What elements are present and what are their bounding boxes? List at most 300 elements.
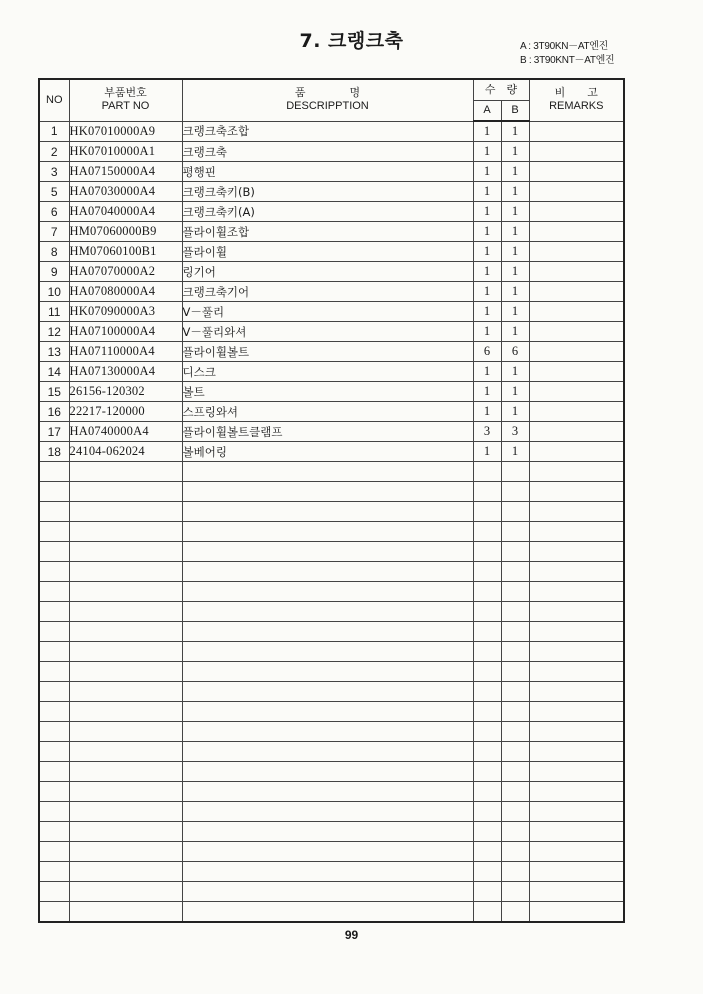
empty-cell — [501, 542, 529, 562]
row-part-no: HM07060000B9 — [69, 222, 182, 242]
empty-cell — [69, 682, 182, 702]
row-part-no: HA07030000A4 — [69, 182, 182, 202]
row-qty-b: 1 — [501, 362, 529, 382]
empty-cell — [529, 662, 624, 682]
row-description: 플라이휠볼트클램프 — [182, 422, 473, 442]
row-description: 디스크 — [182, 362, 473, 382]
row-remarks — [529, 362, 624, 382]
header-quantity: 수 량 — [473, 79, 529, 101]
empty-cell — [39, 502, 69, 522]
row-no: 18 — [39, 442, 69, 462]
row-qty-b: 1 — [501, 302, 529, 322]
empty-cell — [69, 542, 182, 562]
row-qty-a: 1 — [473, 302, 501, 322]
empty-cell — [182, 662, 473, 682]
row-qty-b: 1 — [501, 242, 529, 262]
empty-cell — [182, 642, 473, 662]
row-no: 10 — [39, 282, 69, 302]
row-qty-b: 1 — [501, 322, 529, 342]
table-row — [39, 142, 624, 162]
row-qty-a: 6 — [473, 342, 501, 362]
empty-cell — [182, 502, 473, 522]
empty-cell — [39, 582, 69, 602]
row-remarks — [529, 242, 624, 262]
empty-cell — [501, 782, 529, 802]
row-qty-b: 1 — [501, 162, 529, 182]
row-description: 볼트 — [182, 382, 473, 402]
empty-cell — [39, 622, 69, 642]
row-remarks — [529, 182, 624, 202]
empty-row — [39, 642, 624, 662]
table-row — [39, 121, 624, 142]
legend-a: A : 3T90KN－AT엔진 — [520, 41, 608, 52]
row-qty-a: 1 — [473, 322, 501, 342]
header-desc-en: DESCRIPPTION — [286, 100, 369, 113]
header-qty-b: B — [501, 101, 529, 122]
row-description: V－풀리와셔 — [182, 322, 473, 342]
empty-cell — [39, 662, 69, 682]
empty-cell — [501, 682, 529, 702]
row-remarks — [529, 142, 624, 162]
empty-cell — [69, 842, 182, 862]
row-description: 플라이휠조합 — [182, 222, 473, 242]
row-qty-b: 1 — [501, 282, 529, 302]
empty-cell — [182, 902, 473, 923]
empty-cell — [501, 502, 529, 522]
empty-cell — [473, 602, 501, 622]
header-remarks-ko: 비 고 — [554, 87, 598, 100]
empty-cell — [501, 642, 529, 662]
empty-cell — [39, 762, 69, 782]
empty-cell — [39, 642, 69, 662]
empty-cell — [182, 782, 473, 802]
empty-cell — [69, 882, 182, 902]
empty-cell — [501, 482, 529, 502]
empty-row — [39, 882, 624, 902]
empty-cell — [501, 622, 529, 642]
empty-cell — [501, 902, 529, 923]
empty-cell — [501, 842, 529, 862]
empty-cell — [69, 602, 182, 622]
row-part-no: HA0740000A4 — [69, 422, 182, 442]
row-no: 6 — [39, 202, 69, 222]
row-qty-a: 1 — [473, 182, 501, 202]
table-row — [39, 402, 624, 422]
row-no: 9 — [39, 262, 69, 282]
empty-cell — [529, 742, 624, 762]
empty-cell — [182, 882, 473, 902]
page-title: 7. 크랭크축 — [299, 30, 404, 52]
empty-cell — [501, 562, 529, 582]
empty-cell — [529, 602, 624, 622]
row-remarks — [529, 302, 624, 322]
empty-cell — [529, 882, 624, 902]
empty-row — [39, 502, 624, 522]
empty-cell — [501, 802, 529, 822]
empty-row — [39, 462, 624, 482]
table-row — [39, 342, 624, 362]
empty-cell — [473, 862, 501, 882]
empty-row — [39, 582, 624, 602]
empty-cell — [529, 522, 624, 542]
row-qty-a: 1 — [473, 442, 501, 462]
empty-row — [39, 542, 624, 562]
empty-cell — [69, 822, 182, 842]
empty-cell — [473, 522, 501, 542]
row-remarks — [529, 422, 624, 442]
row-qty-a: 1 — [473, 382, 501, 402]
row-no: 17 — [39, 422, 69, 442]
table-row — [39, 302, 624, 322]
empty-cell — [39, 722, 69, 742]
empty-row — [39, 782, 624, 802]
empty-row — [39, 622, 624, 642]
empty-cell — [182, 582, 473, 602]
table-row — [39, 202, 624, 222]
row-part-no: HA07150000A4 — [69, 162, 182, 182]
empty-cell — [529, 642, 624, 662]
empty-cell — [473, 562, 501, 582]
empty-cell — [182, 742, 473, 762]
row-qty-a: 1 — [473, 402, 501, 422]
empty-cell — [529, 582, 624, 602]
empty-cell — [473, 722, 501, 742]
parts-table-body — [39, 121, 624, 922]
empty-cell — [529, 502, 624, 522]
row-remarks — [529, 402, 624, 422]
empty-cell — [529, 482, 624, 502]
engine-legend — [520, 40, 614, 68]
empty-cell — [182, 602, 473, 622]
empty-cell — [529, 762, 624, 782]
row-qty-b: 1 — [501, 202, 529, 222]
empty-row — [39, 722, 624, 742]
empty-cell — [529, 622, 624, 642]
empty-row — [39, 842, 624, 862]
empty-cell — [39, 542, 69, 562]
table-row — [39, 282, 624, 302]
empty-cell — [69, 482, 182, 502]
row-no: 13 — [39, 342, 69, 362]
page-number: 99 — [344, 928, 359, 942]
empty-cell — [39, 462, 69, 482]
row-qty-a: 1 — [473, 202, 501, 222]
empty-cell — [69, 582, 182, 602]
row-qty-b: 1 — [501, 402, 529, 422]
row-qty-a: 1 — [473, 222, 501, 242]
empty-cell — [473, 682, 501, 702]
row-remarks — [529, 121, 624, 142]
empty-cell — [182, 522, 473, 542]
empty-cell — [69, 722, 182, 742]
row-remarks — [529, 202, 624, 222]
row-part-no: HK07010000A9 — [69, 121, 182, 142]
empty-cell — [473, 742, 501, 762]
empty-cell — [39, 522, 69, 542]
empty-cell — [529, 862, 624, 882]
empty-cell — [69, 462, 182, 482]
empty-row — [39, 862, 624, 882]
table-row — [39, 442, 624, 462]
row-remarks — [529, 442, 624, 462]
empty-cell — [182, 562, 473, 582]
empty-cell — [69, 562, 182, 582]
empty-row — [39, 662, 624, 682]
row-description: 링기어 — [182, 262, 473, 282]
empty-cell — [501, 762, 529, 782]
empty-cell — [69, 622, 182, 642]
empty-cell — [69, 762, 182, 782]
empty-cell — [39, 822, 69, 842]
empty-cell — [529, 702, 624, 722]
empty-cell — [39, 742, 69, 762]
empty-cell — [182, 462, 473, 482]
empty-cell — [501, 702, 529, 722]
row-remarks — [529, 322, 624, 342]
empty-row — [39, 742, 624, 762]
row-part-no: 22217-120000 — [69, 402, 182, 422]
row-remarks — [529, 262, 624, 282]
empty-cell — [69, 662, 182, 682]
empty-cell — [39, 782, 69, 802]
row-no: 2 — [39, 142, 69, 162]
row-qty-a: 1 — [473, 262, 501, 282]
row-qty-b: 1 — [501, 262, 529, 282]
empty-cell — [501, 522, 529, 542]
empty-cell — [69, 802, 182, 822]
header-description — [182, 79, 473, 121]
table-row — [39, 382, 624, 402]
row-qty-a: 3 — [473, 422, 501, 442]
row-part-no: HM07060100B1 — [69, 242, 182, 262]
header-desc-ko: 품 명 — [294, 87, 361, 100]
empty-cell — [473, 642, 501, 662]
empty-cell — [69, 522, 182, 542]
empty-cell — [39, 562, 69, 582]
empty-cell — [501, 862, 529, 882]
empty-cell — [473, 502, 501, 522]
empty-cell — [182, 722, 473, 742]
row-part-no: HA07080000A4 — [69, 282, 182, 302]
table-row — [39, 362, 624, 382]
empty-cell — [529, 782, 624, 802]
row-description: 플라이휠볼트 — [182, 342, 473, 362]
empty-cell — [39, 882, 69, 902]
row-part-no: HA07100000A4 — [69, 322, 182, 342]
row-qty-b: 1 — [501, 182, 529, 202]
row-description: 크랭크축 — [182, 142, 473, 162]
table-row — [39, 182, 624, 202]
empty-cell — [473, 662, 501, 682]
header-part-ko: 부품번호 — [104, 87, 147, 100]
row-part-no: HA07070000A2 — [69, 262, 182, 282]
row-description: V－풀리 — [182, 302, 473, 322]
empty-cell — [529, 462, 624, 482]
table-row — [39, 162, 624, 182]
row-qty-a: 1 — [473, 142, 501, 162]
row-part-no: HK07090000A3 — [69, 302, 182, 322]
header-remarks — [529, 79, 624, 121]
parts-table — [38, 78, 625, 923]
header-part-no — [69, 79, 182, 121]
empty-row — [39, 902, 624, 923]
empty-cell — [69, 502, 182, 522]
empty-cell — [39, 862, 69, 882]
empty-cell — [529, 842, 624, 862]
empty-cell — [69, 862, 182, 882]
empty-cell — [69, 702, 182, 722]
row-description: 플라이휠 — [182, 242, 473, 262]
row-part-no: HA07130000A4 — [69, 362, 182, 382]
row-description: 스프링와셔 — [182, 402, 473, 422]
row-description: 크랭크축키(A) — [182, 202, 473, 222]
empty-cell — [473, 762, 501, 782]
empty-cell — [529, 542, 624, 562]
empty-cell — [529, 802, 624, 822]
row-no: 3 — [39, 162, 69, 182]
empty-row — [39, 822, 624, 842]
empty-cell — [529, 902, 624, 923]
row-no: 7 — [39, 222, 69, 242]
row-no: 14 — [39, 362, 69, 382]
empty-cell — [182, 842, 473, 862]
row-qty-b: 1 — [501, 222, 529, 242]
row-remarks — [529, 382, 624, 402]
empty-cell — [182, 802, 473, 822]
row-remarks — [529, 282, 624, 302]
empty-cell — [501, 822, 529, 842]
empty-cell — [69, 642, 182, 662]
row-no: 8 — [39, 242, 69, 262]
empty-cell — [69, 742, 182, 762]
row-part-no: HK07010000A1 — [69, 142, 182, 162]
header-no: NO — [39, 79, 69, 121]
row-qty-b: 1 — [501, 142, 529, 162]
empty-row — [39, 602, 624, 622]
row-qty-a: 1 — [473, 282, 501, 302]
empty-cell — [501, 742, 529, 762]
empty-cell — [501, 462, 529, 482]
empty-row — [39, 482, 624, 502]
empty-cell — [473, 622, 501, 642]
row-qty-a: 1 — [473, 121, 501, 142]
row-no: 1 — [39, 121, 69, 142]
empty-cell — [473, 802, 501, 822]
empty-cell — [529, 822, 624, 842]
empty-cell — [39, 602, 69, 622]
empty-cell — [501, 722, 529, 742]
empty-row — [39, 682, 624, 702]
table-row — [39, 422, 624, 442]
empty-row — [39, 702, 624, 722]
row-description: 크랭크축키(B) — [182, 182, 473, 202]
row-qty-b: 1 — [501, 382, 529, 402]
empty-cell — [182, 622, 473, 642]
row-description: 평행핀 — [182, 162, 473, 182]
empty-cell — [473, 782, 501, 802]
empty-cell — [473, 902, 501, 923]
row-qty-b: 1 — [501, 121, 529, 142]
row-qty-b: 3 — [501, 422, 529, 442]
empty-row — [39, 522, 624, 542]
empty-cell — [39, 702, 69, 722]
empty-cell — [182, 682, 473, 702]
row-no: 11 — [39, 302, 69, 322]
row-remarks — [529, 162, 624, 182]
row-part-no: HA07110000A4 — [69, 342, 182, 362]
row-no: 12 — [39, 322, 69, 342]
empty-cell — [39, 682, 69, 702]
header-qty-a: A — [473, 101, 501, 122]
row-qty-b: 1 — [501, 442, 529, 462]
empty-cell — [182, 702, 473, 722]
empty-cell — [473, 702, 501, 722]
row-description: 크랭크축기어 — [182, 282, 473, 302]
empty-cell — [473, 842, 501, 862]
row-remarks — [529, 222, 624, 242]
empty-cell — [529, 562, 624, 582]
legend-b: B : 3T90KNT－AT엔진 — [520, 55, 615, 66]
empty-cell — [69, 902, 182, 923]
empty-cell — [473, 462, 501, 482]
row-qty-a: 1 — [473, 242, 501, 262]
empty-row — [39, 562, 624, 582]
empty-cell — [182, 482, 473, 502]
row-remarks — [529, 342, 624, 362]
empty-cell — [473, 882, 501, 902]
empty-cell — [529, 722, 624, 742]
empty-cell — [501, 662, 529, 682]
row-no: 15 — [39, 382, 69, 402]
empty-cell — [501, 582, 529, 602]
empty-cell — [501, 882, 529, 902]
row-qty-a: 1 — [473, 362, 501, 382]
row-part-no: HA07040000A4 — [69, 202, 182, 222]
empty-row — [39, 802, 624, 822]
row-no: 5 — [39, 182, 69, 202]
header-part-en: PART NO — [101, 100, 150, 113]
empty-cell — [182, 762, 473, 782]
header-remarks-en: REMARKS — [549, 100, 604, 113]
empty-cell — [39, 902, 69, 923]
empty-cell — [39, 802, 69, 822]
table-row — [39, 222, 624, 242]
empty-cell — [182, 862, 473, 882]
row-part-no: 24104-062024 — [69, 442, 182, 462]
empty-row — [39, 762, 624, 782]
empty-cell — [69, 782, 182, 802]
row-description: 볼베어링 — [182, 442, 473, 462]
empty-cell — [182, 542, 473, 562]
empty-cell — [529, 682, 624, 702]
table-row — [39, 322, 624, 342]
empty-cell — [473, 582, 501, 602]
row-part-no: 26156-120302 — [69, 382, 182, 402]
empty-cell — [473, 482, 501, 502]
empty-cell — [473, 822, 501, 842]
row-qty-b: 6 — [501, 342, 529, 362]
empty-cell — [39, 482, 69, 502]
row-description: 크랭크축조합 — [182, 121, 473, 142]
row-no: 16 — [39, 402, 69, 422]
table-row — [39, 242, 624, 262]
empty-cell — [182, 822, 473, 842]
table-row — [39, 262, 624, 282]
empty-cell — [39, 842, 69, 862]
empty-cell — [501, 602, 529, 622]
empty-cell — [473, 542, 501, 562]
row-qty-a: 1 — [473, 162, 501, 182]
